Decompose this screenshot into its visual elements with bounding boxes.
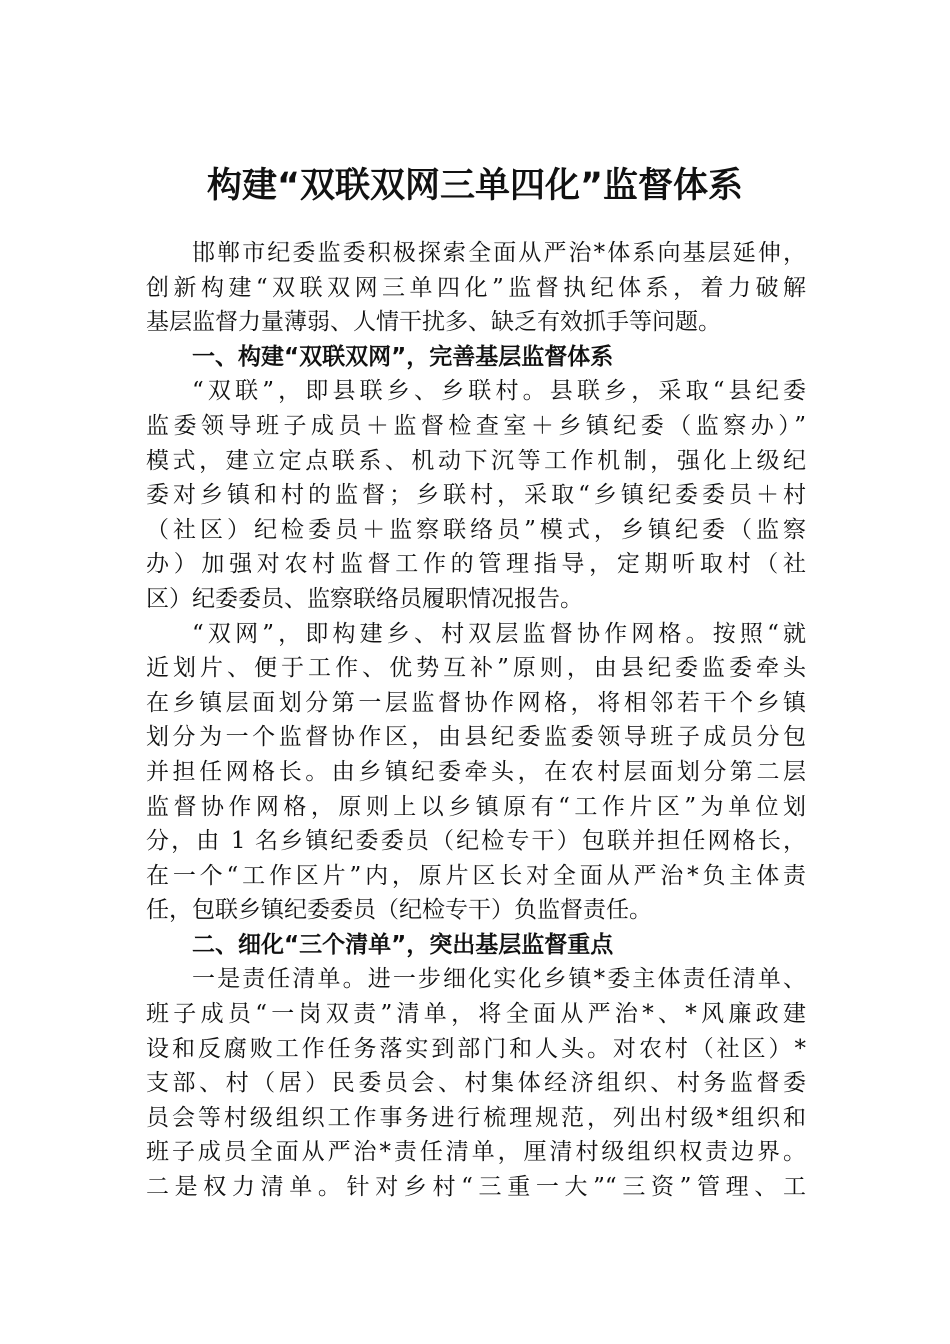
paragraph-line: “双联”，即县联乡、乡联村。县联乡，采取“县纪委 — [192, 378, 806, 405]
section-heading: 二、细化“三个清单”，突出基层监督重点 — [192, 931, 614, 958]
paragraph-line: 分，由 1 名乡镇纪委委员（纪检专干）包联并担任网格长， — [146, 828, 806, 855]
paragraph-line: 办）加强对农村监督工作的管理指导，定期听取村（社 — [146, 551, 806, 578]
paragraph-line: 支部、村（居）民委员会、村集体经济组织、村务监督委 — [146, 1070, 806, 1097]
paragraph-line: “双网”，即构建乡、村双层监督协作网格。按照“就 — [192, 620, 806, 647]
paragraph-line: 在乡镇层面划分第一层监督协作网格，将相邻若干个乡镇 — [146, 689, 806, 716]
paragraph-line: 邯郸市纪委监委积极探索全面从严治*体系向基层延伸， — [192, 240, 806, 266]
paragraph-line: 区）纪委委员、监察联络员履职情况报告。 — [146, 585, 583, 612]
paragraph-line: 监督协作网格，原则上以乡镇原有“工作片区”为单位划 — [146, 793, 806, 820]
paragraph-line: 设和反腐败工作任务落实到部门和人头。对农村（社区）* — [146, 1035, 806, 1062]
paragraph-line: 一是责任清单。进一步细化实化乡镇*委主体责任清单、 — [192, 966, 806, 993]
paragraph-line: 并担任网格长。由乡镇纪委牵头，在农村层面划分第二层 — [146, 758, 806, 785]
paragraph-line: 近划片、便于工作、优势互补”原则，由县纪委监委牵头 — [146, 655, 806, 682]
paragraph-line: 监委领导班子成员＋监督检查室＋乡镇纪委（监察办）” — [146, 412, 806, 439]
document-title: 构建“双联双网三单四化”监督体系 — [206, 166, 743, 206]
paragraph-line: 在一个“工作区片”内，原片区长对全面从严治*负主体责 — [146, 862, 806, 889]
paragraph-line: 模式，建立定点联系、机动下沉等工作机制，强化上级纪 — [146, 447, 806, 474]
paragraph-line: 二是权力清单。针对乡村“三重一大”“三资”管理、工 — [146, 1174, 806, 1201]
document-body — [146, 236, 806, 1205]
paragraph-line: （社区）纪检委员＋监察联络员”模式，乡镇纪委（监察 — [146, 516, 806, 543]
paragraph-line: 员会等村级组织工作事务进行梳理规范，列出村级*组织和 — [146, 1104, 806, 1131]
paragraph-line: 班子成员“一岗双责”清单，将全面从严治*、*风廉政建 — [146, 1001, 806, 1028]
paragraph-line: 任，包联乡镇纪委委员（纪检专干）负监督责任。 — [146, 897, 652, 924]
section-heading: 一、构建“双联双网”，完善基层监督体系 — [192, 343, 614, 370]
paragraph-line: 创新构建“双联双网三单四化”监督执纪体系，着力破解 — [146, 274, 806, 301]
paragraph-line: 委对乡镇和村的监督；乡联村，采取“乡镇纪委委员＋村 — [146, 482, 806, 509]
paragraph-line: 班子成员全面从严治*责任清单，厘清村级组织权责边界。 — [146, 1139, 806, 1166]
paragraph-line: 划分为一个监督协作区，由县纪委监委领导班子成员分包 — [146, 724, 806, 751]
paragraph-line: 基层监督力量薄弱、人情干扰多、缺乏有效抓手等问题。 — [146, 309, 721, 336]
